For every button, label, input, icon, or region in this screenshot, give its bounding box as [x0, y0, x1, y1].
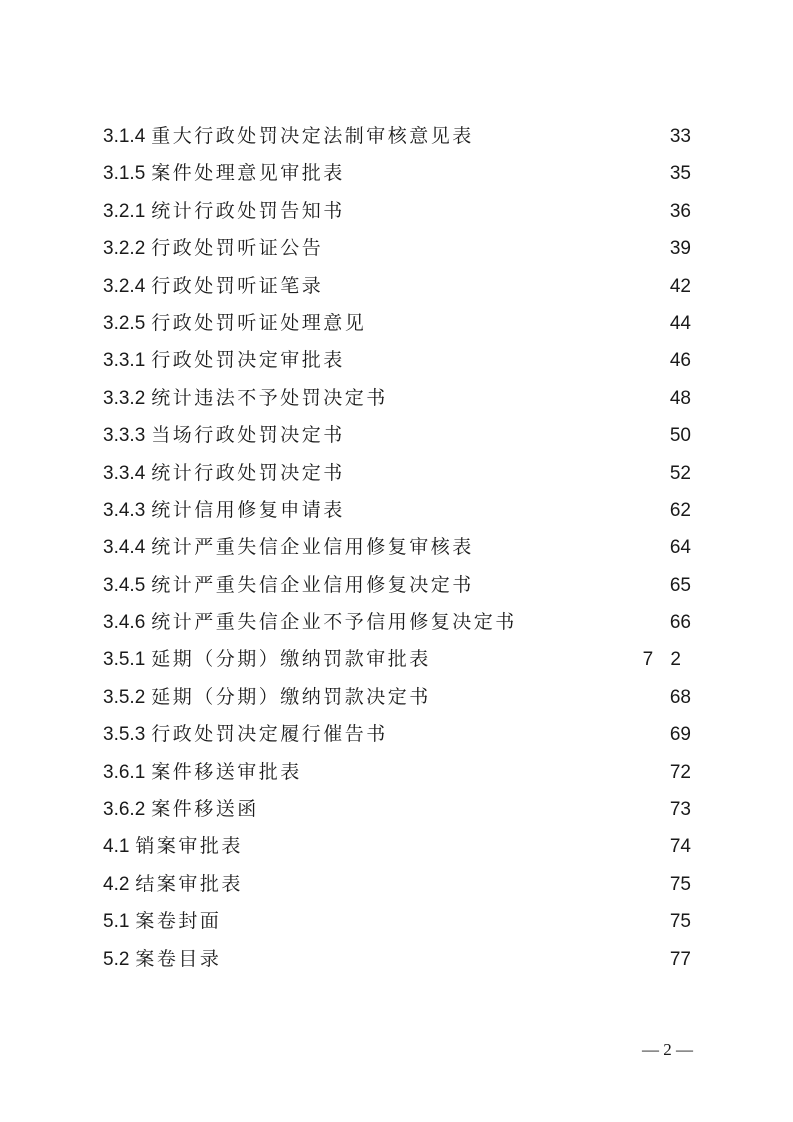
toc-entry	[103, 828, 693, 865]
toc-entry-page: 65	[669, 574, 691, 596]
toc-entry-title: 统计信用修复申请表	[151, 498, 345, 521]
toc-entry-page: 46	[669, 350, 691, 372]
toc-entry-number: 3.2.2	[103, 238, 146, 260]
toc-entry-page: 73	[669, 799, 691, 821]
toc-entry-page: 68	[669, 686, 691, 708]
toc-entry-title: 统计严重失信企业信用修复审核表	[151, 536, 474, 559]
toc-entry-page: 33	[669, 126, 691, 147]
toc-entry-page: 75	[669, 911, 691, 933]
toc-entry	[103, 268, 693, 305]
toc-entry-number: 3.6.2	[103, 799, 146, 821]
toc-entry-number: 3.2.5	[103, 312, 146, 334]
toc-entry-page: 62	[669, 499, 691, 521]
toc-entry-title: 案件移送函	[151, 798, 259, 821]
toc-entry	[103, 754, 693, 791]
toc-entry-title: 行政处罚听证公告	[151, 237, 324, 260]
toc-entry-title: 统计严重失信企业信用修复决定书	[151, 573, 474, 596]
toc-entry-number: 4.1	[103, 836, 130, 858]
toc-entry-page: 48	[669, 387, 691, 409]
toc-entry	[103, 342, 693, 379]
toc-entry-page: 7 2	[642, 649, 687, 671]
toc-entry	[103, 941, 693, 978]
toc-entry-number: 3.3.2	[103, 387, 146, 409]
toc-entry-title: 延期（分期）缴纳罚款审批表	[151, 648, 431, 671]
toc-entry	[103, 604, 693, 641]
toc-entry-number: 3.5.3	[103, 724, 146, 746]
toc-entry	[103, 641, 693, 678]
toc-entry-page: 75	[669, 873, 691, 895]
toc-entry	[103, 492, 693, 529]
toc-entry-number: 3.4.3	[103, 499, 146, 521]
toc-entry-number: 5.2	[103, 948, 130, 970]
toc-entry-title: 行政处罚听证笔录	[151, 274, 324, 297]
toc-entry	[103, 455, 693, 492]
toc-entry-number: 3.1.4	[103, 126, 146, 147]
toc-entry	[103, 230, 693, 267]
toc-entry-title: 案件移送审批表	[151, 760, 302, 783]
toc-entry-number: 3.5.1	[103, 649, 146, 671]
toc-entry-number: 4.2	[103, 873, 130, 895]
toc-entry-number: 3.1.5	[103, 163, 146, 185]
toc-entry	[103, 567, 693, 604]
toc-entry-title: 行政处罚听证处理意见	[151, 311, 367, 334]
toc-entry	[103, 866, 693, 903]
toc-entry-number: 3.2.4	[103, 275, 146, 297]
table-of-contents	[103, 118, 693, 978]
toc-entry-number: 3.3.3	[103, 425, 146, 447]
toc-entry-page: 72	[669, 761, 691, 783]
toc-entry	[103, 417, 693, 454]
toc-entry	[103, 903, 693, 940]
toc-entry-page: 69	[669, 724, 691, 746]
toc-entry-title: 统计违法不予处罚决定书	[151, 386, 388, 409]
toc-entry	[103, 118, 693, 155]
toc-entry	[103, 716, 693, 753]
toc-entry-number: 3.3.4	[103, 462, 146, 484]
toc-entry-title: 统计严重失信企业不予信用修复决定书	[151, 611, 517, 634]
toc-entry-title: 行政处罚决定审批表	[151, 349, 345, 372]
toc-entry	[103, 305, 693, 342]
toc-entry-number: 3.4.6	[103, 612, 146, 634]
toc-entry-page: 64	[669, 537, 691, 559]
toc-entry	[103, 155, 693, 192]
toc-entry-title: 延期（分期）缴纳罚款决定书	[151, 685, 431, 708]
toc-entry	[103, 529, 693, 566]
toc-entry-title: 统计行政处罚告知书	[151, 199, 345, 222]
toc-entry-page: 39	[669, 238, 691, 260]
toc-entry-page: 77	[669, 948, 691, 970]
toc-entry-page: 42	[669, 275, 691, 297]
toc-entry-title: 当场行政处罚决定书	[151, 424, 345, 447]
toc-entry-title: 统计行政处罚决定书	[151, 461, 345, 484]
toc-entry-number: 3.3.1	[103, 350, 146, 372]
toc-entry	[103, 380, 693, 417]
toc-entry-page: 44	[669, 312, 691, 334]
toc-entry	[103, 791, 693, 828]
toc-entry-number: 3.4.4	[103, 537, 146, 559]
toc-entry-number: 3.5.2	[103, 686, 146, 708]
toc-entry-title: 重大行政处罚决定法制审核意见表	[151, 125, 474, 147]
toc-entry	[103, 679, 693, 716]
toc-entry-page: 35	[669, 163, 691, 185]
toc-entry-page: 36	[669, 200, 691, 222]
toc-entry	[103, 193, 693, 230]
toc-entry-page: 74	[669, 836, 691, 858]
toc-entry-number: 3.6.1	[103, 761, 146, 783]
toc-entry-title: 销案审批表	[135, 835, 243, 858]
toc-entry-number: 3.4.5	[103, 574, 146, 596]
toc-entry-number: 3.2.1	[103, 200, 146, 222]
toc-entry-title: 行政处罚决定履行催告书	[151, 723, 388, 746]
toc-entry-title: 结案审批表	[135, 872, 243, 895]
toc-entry-page: 50	[669, 425, 691, 447]
toc-entry-title: 案卷目录	[135, 947, 222, 970]
toc-entry-title: 案卷封面	[135, 910, 222, 933]
toc-entry-page: 66	[669, 612, 691, 634]
page-number-footer: — 2 —	[642, 1040, 693, 1059]
toc-entry-number: 5.1	[103, 911, 130, 933]
toc-entry-title: 案件处理意见审批表	[151, 162, 345, 185]
toc-entry-page: 52	[669, 462, 691, 484]
